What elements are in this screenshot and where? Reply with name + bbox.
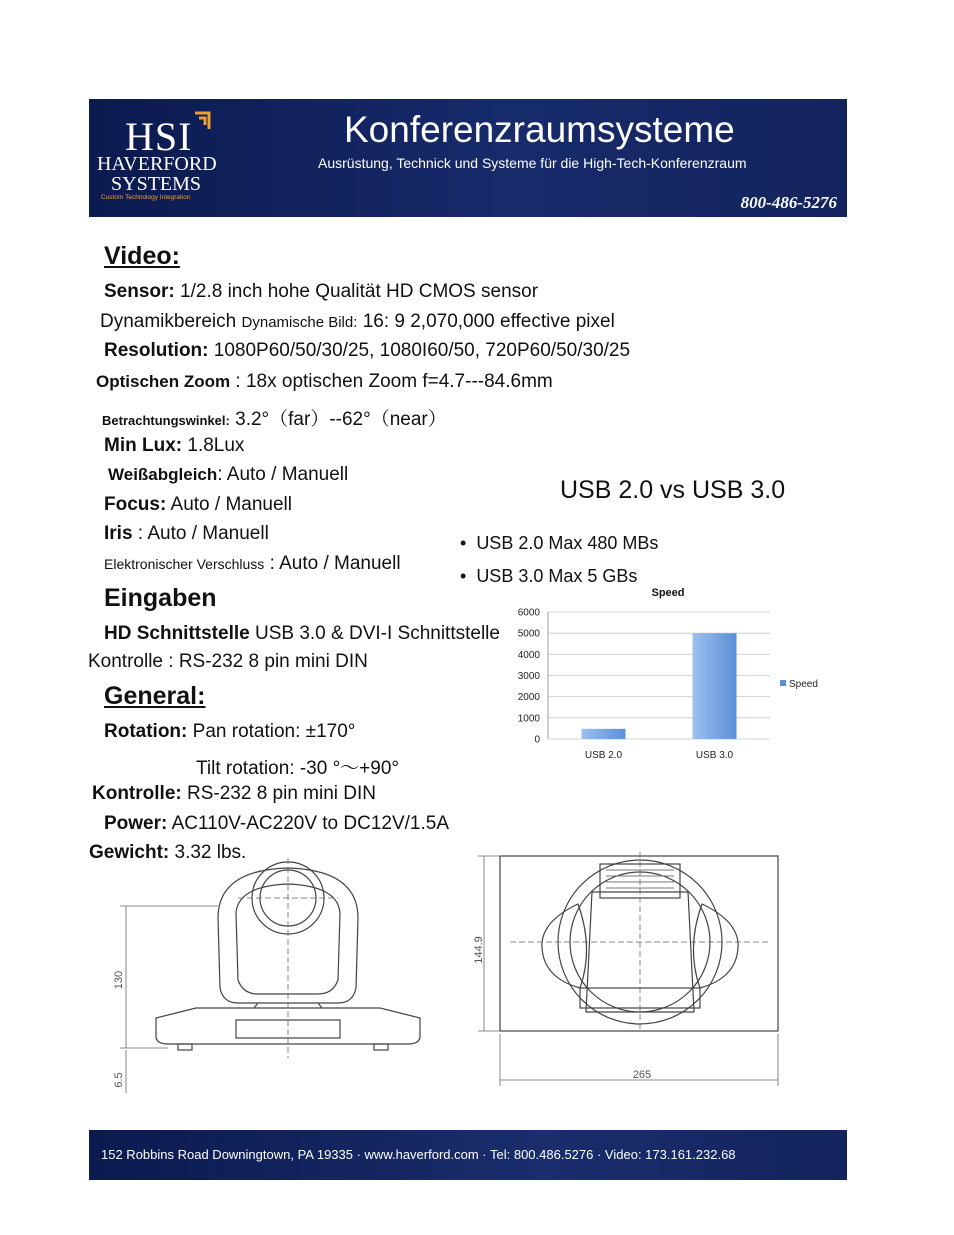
speed-bar-chart <box>508 582 838 767</box>
dim-width: 265 <box>632 1069 652 1081</box>
focus-value: Auto / Manuell <box>170 494 292 515</box>
sensor-row <box>104 281 538 303</box>
y-tick-label: 0 <box>534 734 540 746</box>
y-tick-label: 3000 <box>517 671 540 682</box>
rotation-row <box>104 721 355 743</box>
bar-usb-2-0 <box>582 729 626 739</box>
zoom-value: 18x optischen Zoom f=4.7---84.6mm <box>245 371 553 392</box>
bar-usb-3-0 <box>693 633 737 739</box>
inputs-heading: Eingaben <box>104 584 217 612</box>
dim-base: 6.5 <box>113 1072 125 1088</box>
hd-interface-value: USB 3.0 & DVI-I Schnittstelle <box>254 623 500 644</box>
video-heading: Video: <box>104 242 180 270</box>
shutter-label: Elektronischer Verschluss <box>104 556 265 572</box>
power-row <box>104 813 449 835</box>
inputs-control-value: RS-232 8 pin mini DIN <box>178 651 368 672</box>
sensor-value: 1/2.8 inch hohe Qualität HD CMOS sensor <box>180 281 539 302</box>
chart-title: Speed <box>651 587 685 599</box>
header-banner <box>89 99 847 217</box>
header-subtitle: Ausrüstung, Technick und Systeme für die High-Tech-Konferenzraum <box>318 155 747 171</box>
usb-bullet-1: • USB 2.0 Max 480 MBs <box>460 533 658 554</box>
x-tick-label: USB 2.0 <box>584 750 623 761</box>
camera-top-drawing <box>470 852 790 1092</box>
whitebalance-row: Weißabgleich: Auto / Manuell <box>108 464 349 485</box>
footer-contact: 152 Robbins Road Downingtown, PA 19335 · www.haverford.com · Tel: 800.486.5276 · Video: 173.161.232.68 <box>101 1147 736 1162</box>
sensor-label: Sensor: <box>104 281 175 302</box>
dynamic-row <box>100 311 615 333</box>
minlux-label: Min Lux: <box>104 435 183 456</box>
footer-banner <box>89 1130 847 1180</box>
angle-value: 3.2°（far）--62°（near） <box>235 409 447 430</box>
y-tick-label: 5000 <box>517 628 540 640</box>
hd-interface-label: HD Schnittstelle <box>104 623 250 644</box>
general-control-value: RS-232 8 pin mini DIN <box>187 783 377 804</box>
header-title: Konferenzraumsysteme <box>344 109 735 150</box>
general-control-label: Kontrolle: <box>92 783 182 804</box>
y-tick-label: 1000 <box>517 713 540 725</box>
minlux-value: 1.8Lux <box>187 435 245 456</box>
y-tick-label: 2000 <box>517 692 540 704</box>
dim-height-front: 130 <box>113 970 125 990</box>
minlux-row <box>104 435 244 457</box>
usb-title: USB 2.0 vs USB 3.0 <box>560 476 786 504</box>
dim-height-top: 144.9 <box>473 936 485 964</box>
focus-label: Focus: <box>104 494 167 515</box>
usb-bullet-2: • USB 3.0 Max 5 GBs <box>460 566 637 587</box>
logo-line2: SYSTEMS <box>111 173 202 195</box>
y-tick-label: 4000 <box>517 649 540 661</box>
general-heading: General: <box>104 682 206 710</box>
resolution-label: Resolution: <box>104 340 209 361</box>
angle-row <box>102 404 447 431</box>
dynamic-label: Dynamikbereich <box>100 311 237 332</box>
dynamic-small: Dynamische Bild: <box>241 314 358 331</box>
legend-swatch <box>780 680 786 686</box>
x-tick-label: USB 3.0 <box>695 750 734 761</box>
zoom-row: Optischen Zoom : 18x optischen Zoom f=4.7---84.6mm <box>96 371 553 392</box>
shutter-value: Auto / Manuell <box>279 553 401 574</box>
pan-rotation-value: Pan rotation: ±170° <box>192 721 356 742</box>
header-phone: 800-486-5276 <box>740 193 837 212</box>
inputs-control-row <box>88 651 368 673</box>
shutter-row: Elektronischer Verschluss : Auto / Manuell <box>104 553 401 574</box>
logo-tagline: Custom Technology Integration <box>101 194 191 201</box>
zoom-label: Optischen Zoom <box>96 372 231 391</box>
camera-front-drawing <box>108 858 438 1098</box>
angle-label: Betrachtungswinkel: <box>102 413 230 428</box>
tilt-rotation-value: Tilt rotation: -30 °～+90° <box>196 758 399 779</box>
power-value: AC110V-AC220V to DC12V/1.5A <box>171 813 450 834</box>
whitebalance-value: Auto / Manuell <box>226 464 349 485</box>
iris-row: Iris : Auto / Manuell <box>104 523 269 544</box>
weight-value: 3.32 lbs. <box>174 842 247 863</box>
hd-interface-row <box>104 623 500 645</box>
iris-label: Iris <box>104 523 133 544</box>
y-tick-label: 6000 <box>517 607 540 619</box>
legend-label: Speed <box>789 679 818 690</box>
inputs-control-label: Kontrolle : <box>88 651 174 672</box>
iris-value: Auto / Manuell <box>147 523 269 544</box>
company-logo <box>89 99 239 217</box>
logo-line1: HAVERFORD <box>97 153 217 175</box>
focus-row <box>104 494 292 516</box>
logo-main: HSI <box>125 114 193 159</box>
weight-label: Gewicht: <box>89 842 170 863</box>
whitebalance-label: Weißabgleich <box>108 465 218 484</box>
general-control-row <box>92 783 376 805</box>
resolution-row <box>104 340 630 362</box>
resolution-value: 1080P60/50/30/25, 1080I60/50, 720P60/50/30/25 <box>213 340 631 361</box>
dynamic-value: 16: 9 2,070,000 effective pixel <box>362 311 615 332</box>
power-label: Power: <box>104 813 168 834</box>
logo-corner-icon <box>193 109 213 135</box>
rotation-label: Rotation: <box>104 721 188 742</box>
